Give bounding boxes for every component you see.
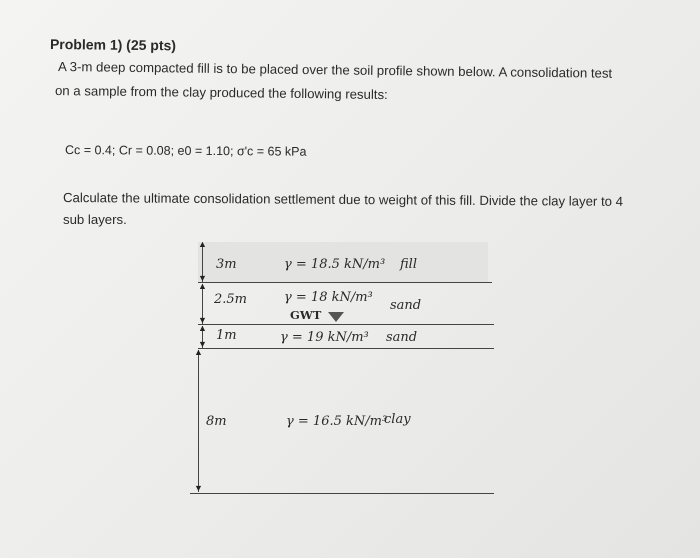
upper-sand-material: sand <box>390 298 422 313</box>
water-table-icon <box>328 312 344 322</box>
fill-bottom-boundary <box>198 282 492 283</box>
soil-profile-diagram <box>180 238 510 500</box>
fill-thickness: 3m <box>216 257 237 272</box>
upper-sand-unit-weight: γ = 18 kN/m³ <box>284 290 373 305</box>
clay-bottom-boundary <box>190 493 494 494</box>
problem-statement-line-2: on a sample from the clay produced the following results: <box>54 83 388 103</box>
arrow-down-icon: ▼ <box>194 483 203 493</box>
clay-unit-weight: γ = 16.5 kN/m³ <box>286 414 388 429</box>
dimension-line-clay <box>198 350 199 492</box>
arrow-up-icon: ▲ <box>198 323 207 333</box>
problem-title: Problem 1) (25 pts) <box>49 36 177 54</box>
consolidation-parameters: Cc = 0.4; Cr = 0.08; e0 = 1.10; σ'c = 65 kPa <box>64 143 307 159</box>
clay-material: clay <box>384 412 411 427</box>
lower-sand-material: sand <box>386 330 418 345</box>
question-line-1: Calculate the ultimate consolidation settlement due to weight of this fill. Divide the clay layer to 4 <box>62 190 624 209</box>
clay-thickness: 8m <box>206 414 227 429</box>
lower-sand-thickness: 1m <box>216 328 237 343</box>
arrow-down-icon: ▼ <box>198 315 207 325</box>
arrow-up-icon: ▲ <box>198 239 207 249</box>
arrow-down-icon: ▼ <box>198 273 207 283</box>
question-line-2: sub layers. <box>63 212 127 227</box>
upper-sand-thickness: 2.5m <box>214 292 248 307</box>
arrow-down-icon: ▼ <box>198 339 207 349</box>
problem-statement-line-1: A 3-m deep compacted fill is to be placed over the soil profile shown below. A consolidation test <box>57 59 613 81</box>
lower-sand-unit-weight: γ = 19 kN/m³ <box>280 330 369 345</box>
arrow-up-icon: ▲ <box>194 347 203 357</box>
fill-unit-weight: γ = 18.5 kN/m³ <box>284 257 386 272</box>
fill-material: fill <box>400 257 417 272</box>
gwt-label: GWT <box>290 308 322 322</box>
arrow-up-icon: ▲ <box>198 281 207 291</box>
sand-clay-boundary <box>198 348 494 349</box>
gwt-boundary <box>198 324 494 325</box>
